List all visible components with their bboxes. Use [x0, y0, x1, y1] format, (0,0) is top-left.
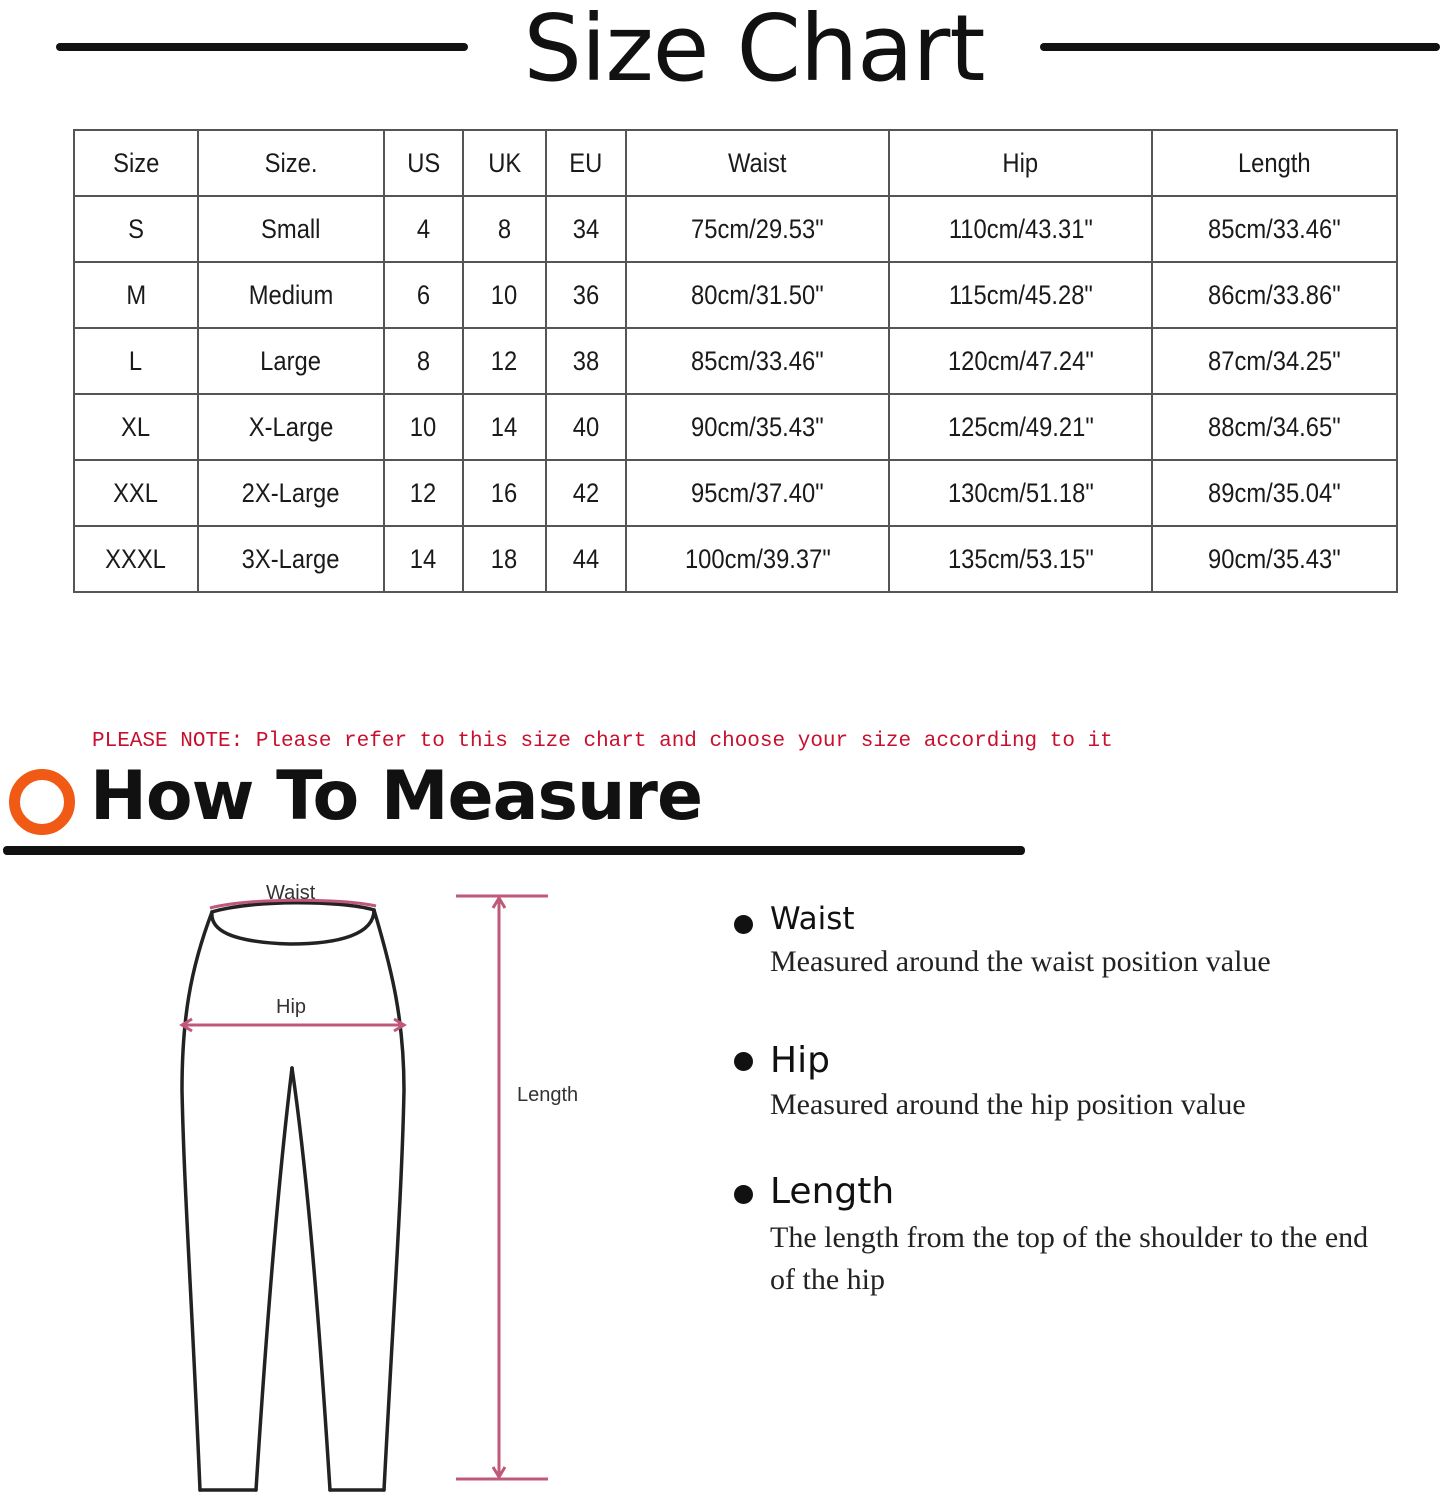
- table-cell: 80cm/31.50": [626, 262, 889, 328]
- table-cell: 42: [546, 460, 626, 526]
- table-row: [74, 394, 1397, 460]
- table-cell: 89cm/35.04": [1152, 460, 1397, 526]
- table-row: [74, 526, 1397, 592]
- table-cell: 2X-Large: [198, 460, 384, 526]
- diagram-waist-label: Waist: [266, 882, 316, 904]
- table-cell: 85cm/33.46": [626, 328, 889, 394]
- table-cell: 14: [463, 394, 546, 460]
- definition-name: Hip: [770, 1040, 830, 1081]
- table-cell: Medium: [198, 262, 384, 328]
- table-cell: 8: [384, 328, 463, 394]
- diagram-hip-label: Hip: [276, 996, 307, 1018]
- table-cell: 10: [463, 262, 546, 328]
- table-cell: 110cm/43.31": [889, 196, 1152, 262]
- table-cell: 40: [546, 394, 626, 460]
- table-cell: Large: [198, 328, 384, 394]
- bullet-icon: [734, 1052, 753, 1071]
- definition-desc: Measured around the hip position value: [770, 1088, 1246, 1121]
- table-cell: 12: [463, 328, 546, 394]
- table-cell: 75cm/29.53": [626, 196, 889, 262]
- title-rule-right: [1040, 43, 1440, 51]
- waistband-front: [212, 910, 374, 944]
- table-cell: 130cm/51.18": [889, 460, 1152, 526]
- header-us: US: [384, 130, 463, 196]
- table-cell: M: [74, 262, 198, 328]
- table-cell: 120cm/47.24": [889, 328, 1152, 394]
- bullet-icon: [734, 1185, 753, 1204]
- table-cell: 16: [463, 460, 546, 526]
- definition-name: Length: [770, 1171, 895, 1212]
- table-cell: 8: [463, 196, 546, 262]
- table-cell: 34: [546, 196, 626, 262]
- size-note: PLEASE NOTE: Please refer to this size chart and choose your size according to it: [92, 730, 1113, 753]
- table-cell: 88cm/34.65": [1152, 394, 1397, 460]
- measure-title: How To Measure: [90, 757, 703, 836]
- table-cell: 90cm/35.43": [626, 394, 889, 460]
- table-cell: 12: [384, 460, 463, 526]
- table-cell: 36: [546, 262, 626, 328]
- header-hip: Hip: [889, 130, 1152, 196]
- table-cell: 86cm/33.86": [1152, 262, 1397, 328]
- pants-diagram: [170, 870, 610, 1500]
- definition-name: Waist: [770, 901, 855, 937]
- how-to-measure-header: [0, 757, 1040, 860]
- table-header-row: [74, 130, 1397, 196]
- pants-illustration: [170, 870, 610, 1500]
- table-row: [74, 196, 1397, 262]
- table-cell: 18: [463, 526, 546, 592]
- bullet-icon: [734, 915, 753, 934]
- measure-underline: [3, 846, 1025, 855]
- pants-outer-right: [374, 910, 404, 1490]
- definition-desc: Measured around the waist position value: [770, 945, 1271, 978]
- table-cell: XXL: [74, 460, 198, 526]
- table-cell: 44: [546, 526, 626, 592]
- table-cell: Small: [198, 196, 384, 262]
- table-cell: 14: [384, 526, 463, 592]
- title-rule-left: [56, 43, 468, 51]
- header-size: Size: [74, 130, 198, 196]
- page-title: Size Chart: [523, 0, 985, 102]
- table-cell: 4: [384, 196, 463, 262]
- size-table: [73, 129, 1398, 593]
- table-cell: 135cm/53.15": [889, 526, 1152, 592]
- table-cell: S: [74, 196, 198, 262]
- header-eu: EU: [546, 130, 626, 196]
- size-chart-header: [0, 0, 1445, 100]
- pants-outer-left: [182, 912, 212, 1490]
- table-cell: 125cm/49.21": [889, 394, 1152, 460]
- table-cell: 85cm/33.46": [1152, 196, 1397, 262]
- table-cell: 90cm/35.43": [1152, 526, 1397, 592]
- pants-inner-right: [292, 1068, 330, 1490]
- table-cell: 6: [384, 262, 463, 328]
- table-cell: 3X-Large: [198, 526, 384, 592]
- table-cell: 38: [546, 328, 626, 394]
- definition-desc: The length from the top of the shoulder to the end of the hip: [770, 1221, 1369, 1296]
- table-row: [74, 328, 1397, 394]
- table-cell: 10: [384, 394, 463, 460]
- diagram-length-label: Length: [517, 1084, 579, 1106]
- table-cell: X-Large: [198, 394, 384, 460]
- table-row: [74, 460, 1397, 526]
- table-cell: 115cm/45.28": [889, 262, 1152, 328]
- table-cell: XL: [74, 394, 198, 460]
- table-cell: XXXL: [74, 526, 198, 592]
- table-cell: 87cm/34.25": [1152, 328, 1397, 394]
- header-waist: Waist: [626, 130, 889, 196]
- table-cell: 100cm/39.37": [626, 526, 889, 592]
- header-uk: UK: [463, 130, 546, 196]
- table-row: [74, 262, 1397, 328]
- header-size-name: Size.: [198, 130, 384, 196]
- header-length: Length: [1152, 130, 1397, 196]
- table-cell: 95cm/37.40": [626, 460, 889, 526]
- ring-icon: [9, 769, 75, 835]
- pants-inner-left: [256, 1068, 292, 1490]
- table-cell: L: [74, 328, 198, 394]
